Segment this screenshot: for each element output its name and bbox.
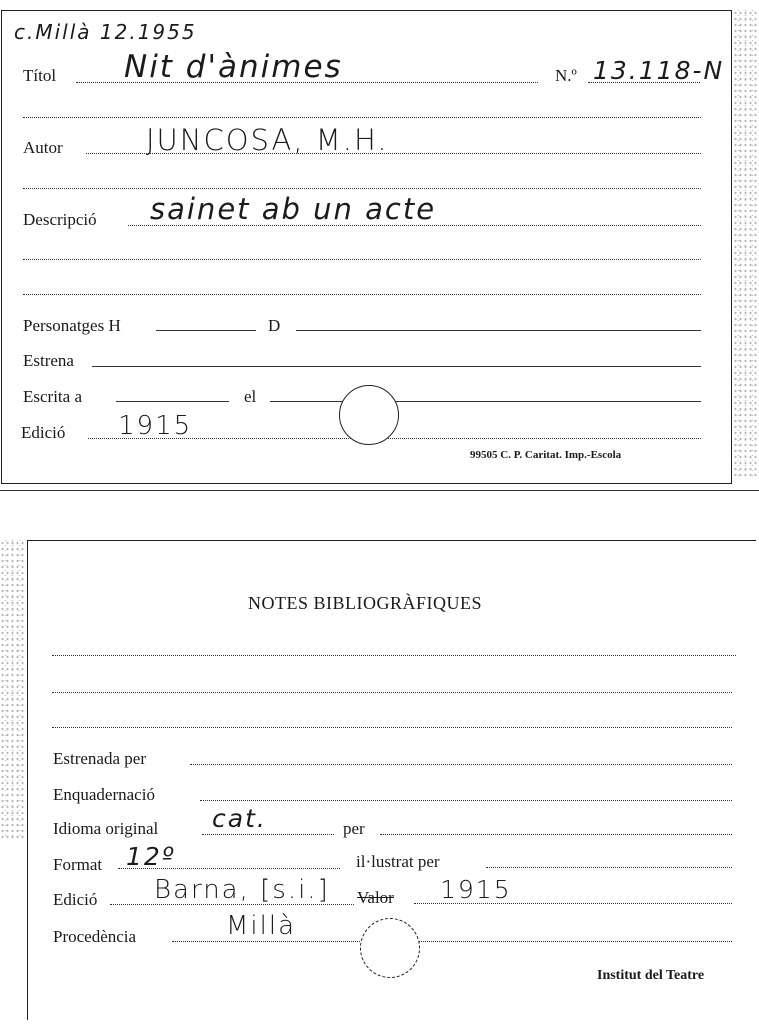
institution-stamp: Institut del Teatre: [597, 968, 705, 983]
author-extra-line: [23, 188, 701, 189]
premiere-line: [92, 366, 701, 367]
written-place-line: [116, 401, 229, 402]
archive-note: c.Millà 12.1955: [14, 20, 197, 44]
card-bottom-edge: [0, 490, 759, 491]
edition-label: Edició: [21, 423, 66, 442]
binding-line: [200, 800, 732, 801]
format-value: 12º: [126, 842, 176, 871]
description-label: Descripció: [23, 210, 97, 229]
binding-label: Enquadernació: [53, 785, 155, 804]
provenance-line: [172, 941, 732, 942]
characters-h-line: [156, 330, 256, 331]
characters-label: Personatges H: [23, 316, 121, 335]
number-value: 13.118-N: [593, 56, 725, 85]
title-value: Nit d'ànimes: [124, 49, 343, 85]
description-extra-line-1: [23, 259, 701, 260]
description-value: sainet ab un acte: [150, 192, 437, 226]
provenance-value: Millà: [226, 911, 297, 941]
punch-hole-bottom: [360, 918, 420, 978]
notes-line-3: [52, 727, 732, 728]
characters-d-line: [296, 330, 701, 331]
number-label: N.º: [555, 66, 577, 85]
notes-line-2: [52, 692, 732, 693]
scan-noise-left: [0, 540, 26, 840]
original-language-value: cat.: [212, 804, 267, 833]
provenance-label: Procedència: [53, 927, 137, 946]
language-per-line: [380, 834, 732, 835]
written-date-line: [270, 401, 701, 402]
value-label: Valor: [357, 888, 394, 907]
bottom-edition-value: Barna, [s.i.]: [154, 875, 330, 905]
punch-hole-top: [339, 385, 399, 445]
author-value: JUNCOSA, M.H.: [146, 123, 389, 157]
premiere-label: Estrena: [23, 351, 74, 370]
per-label: per: [343, 819, 365, 838]
written-label: Escrita a: [23, 387, 82, 406]
original-language-line: [202, 834, 334, 835]
written-on-label: el: [244, 387, 257, 406]
premiered-by-label: Estrenada per: [53, 749, 146, 768]
author-label: Autor: [23, 138, 63, 157]
value-value: 1915: [440, 875, 512, 904]
bottom-edition-label: Edició: [53, 890, 98, 909]
illustrated-line: [486, 867, 732, 868]
edition-value: 1915: [118, 411, 193, 441]
notes-line-1: [52, 655, 736, 656]
description-extra-line-2: [23, 294, 701, 295]
illustrated-label: il·lustrat per: [356, 852, 440, 871]
format-label: Format: [53, 855, 103, 874]
original-language-label: Idioma original: [53, 819, 159, 838]
notes-heading: NOTES BIBLIOGRÀFIQUES: [248, 593, 483, 613]
printer-imprint: 99505 C. P. Caritat. Imp.-Escola: [470, 449, 622, 461]
title-label: Títol: [23, 66, 57, 85]
title-extra-line: [23, 117, 701, 118]
characters-d-label: D: [268, 316, 281, 335]
scan-noise-right: [733, 10, 759, 480]
premiered-by-line: [190, 764, 732, 765]
